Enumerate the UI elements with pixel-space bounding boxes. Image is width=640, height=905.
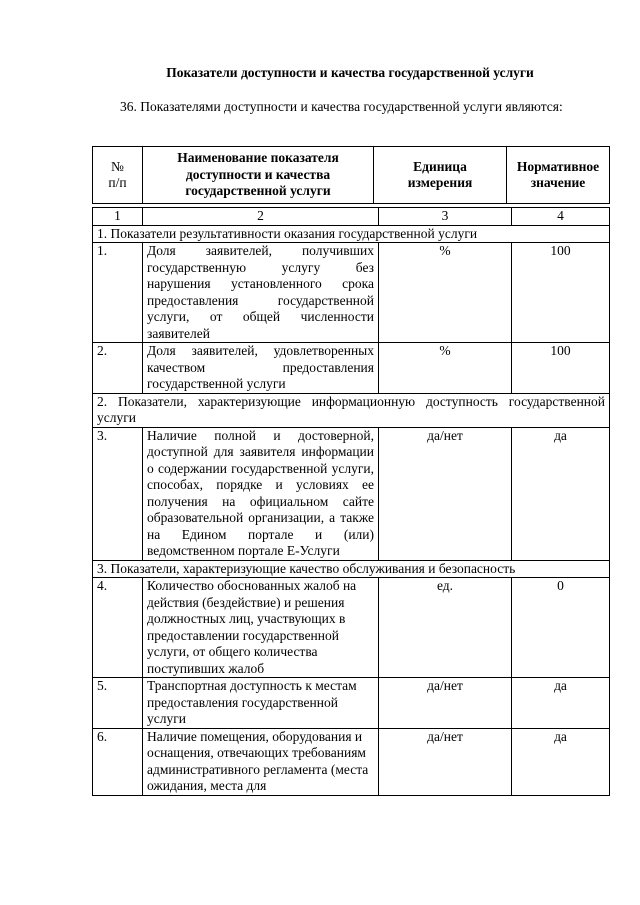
- row-number: 5.: [93, 678, 143, 729]
- indicator-value: 0: [512, 578, 610, 678]
- indicator-name: Наличие помещения, оборудования и оснащения, отвечающих требованиям административного регламента (места ожидания, места для: [143, 728, 379, 795]
- indicators-table: [92, 207, 610, 796]
- indicator-unit: %: [379, 343, 512, 394]
- row-number: 2.: [93, 343, 143, 394]
- section-row: [93, 225, 610, 243]
- table-row: [93, 728, 610, 795]
- column-numbering-row: [93, 208, 610, 226]
- indicator-value: да: [512, 427, 610, 560]
- indicator-name: Транспортная доступность к местам предоставления государственной услуги: [143, 678, 379, 729]
- indicator-unit: да/нет: [379, 678, 512, 729]
- row-number: 4.: [93, 578, 143, 678]
- section-row: [93, 560, 610, 578]
- header-table: [92, 146, 610, 204]
- table-row: [93, 427, 610, 560]
- table-row: [93, 578, 610, 678]
- column-number: 4: [512, 208, 610, 226]
- column-number: 2: [143, 208, 379, 226]
- header-indicator-name: Наименование показателя доступности и качества государственной услуги: [143, 147, 374, 204]
- indicator-value: да: [512, 678, 610, 729]
- table-row: [93, 343, 610, 394]
- column-number: 1: [93, 208, 143, 226]
- indicator-value: 100: [512, 343, 610, 394]
- indicator-value: да: [512, 728, 610, 795]
- indicator-unit: %: [379, 243, 512, 343]
- column-number: 3: [379, 208, 512, 226]
- row-number: 3.: [93, 427, 143, 560]
- table-row: [93, 678, 610, 729]
- section-heading: 1. Показатели результативности оказания государственной услуги: [93, 225, 610, 243]
- indicator-unit: да/нет: [379, 728, 512, 795]
- section-heading: 2. Показатели, характеризующие информационную доступность государственной услуги: [93, 393, 610, 427]
- intro-paragraph: 36. Показателями доступности и качества государственной услуги являются:: [120, 99, 563, 114]
- indicator-name: Количество обоснованных жалоб на действия (бездействие) и решения должностных лиц, участвующих в предоставлении государственной услуги, от общего количества поступивших жалоб: [143, 578, 379, 678]
- indicator-name: Наличие полной и достоверной, доступной для заявителя информации о содержании государственной услуги, способах, порядке и условиях ее получения на официальном сайте образовательной организации, а также на Едином портале и (или) ведомственном портале Е-Услуги: [143, 427, 379, 560]
- indicator-name: Доля заявителей, получивших государственную услугу без нарушения установленного срока предоставления государственной услуги, от общей численности заявителей: [143, 243, 379, 343]
- section-row: [93, 393, 610, 427]
- section-heading: 3. Показатели, характеризующие качество обслуживания и безопасность: [93, 560, 610, 578]
- section-title: Показатели доступности и качества государственной услуги: [166, 65, 534, 80]
- header-norm-value: Нормативное значение: [507, 147, 610, 204]
- indicator-unit: ед.: [379, 578, 512, 678]
- header-number: № п/п: [93, 147, 143, 204]
- table-row: [93, 243, 610, 343]
- row-number: 1.: [93, 243, 143, 343]
- header-unit: Единица измерения: [374, 147, 507, 204]
- indicator-unit: да/нет: [379, 427, 512, 560]
- indicator-value: 100: [512, 243, 610, 343]
- row-number: 6.: [93, 728, 143, 795]
- indicator-name: Доля заявителей, удовлетворенных качеством предоставления государственной услуги: [143, 343, 379, 394]
